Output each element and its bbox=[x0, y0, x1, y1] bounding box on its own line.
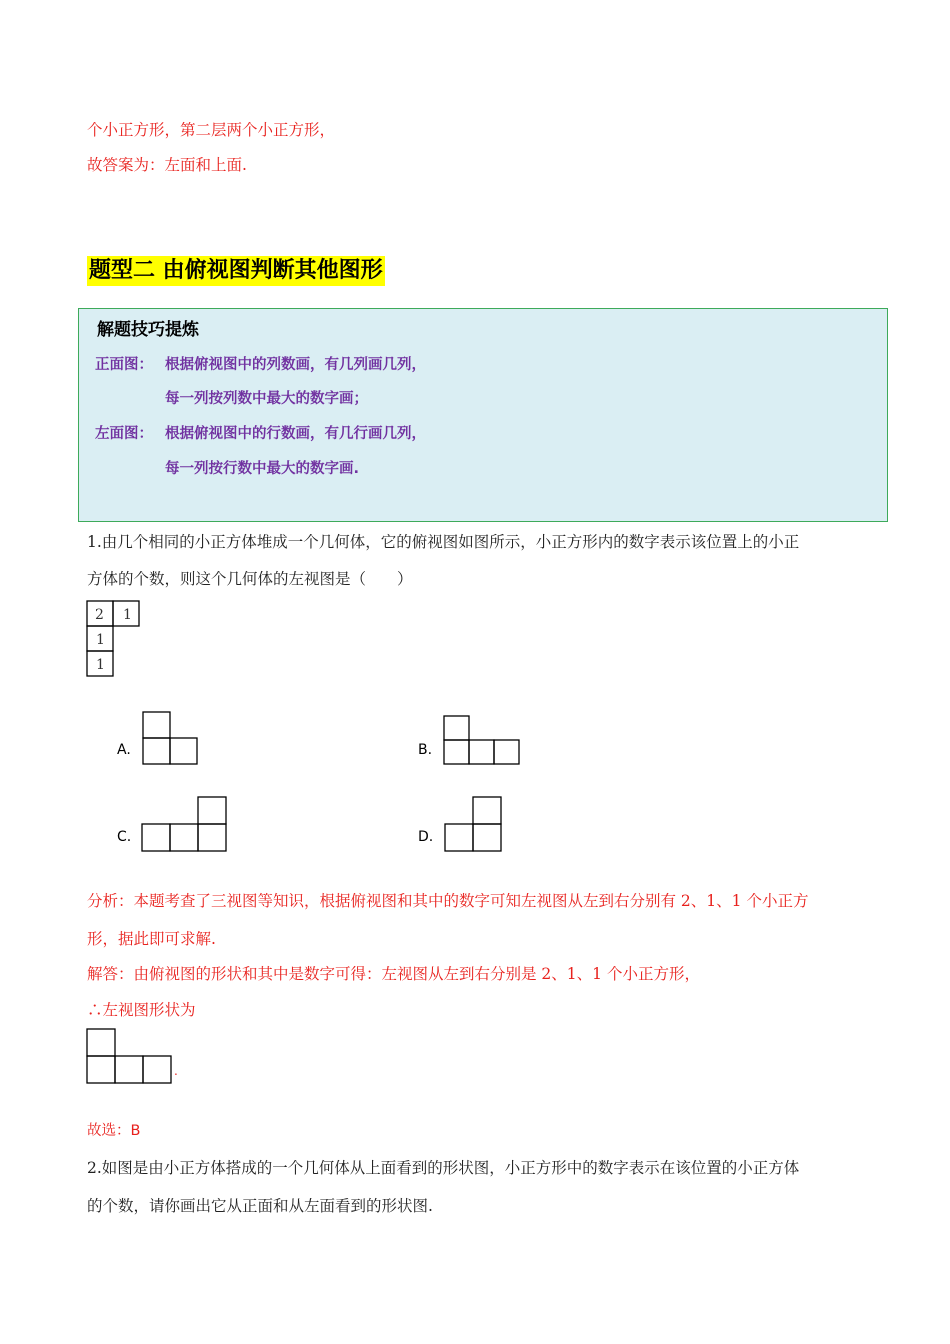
q2-line-1: 2.如图是由小正方体搭成的一个几何体从上面看到的形状图，小正方形中的数字表示在该位置的小正方体 bbox=[87, 1159, 800, 1177]
prev-answer-line-2: 故答案为：左面和上面. bbox=[87, 156, 247, 174]
tip-front-line-1: 根据俯视图中的列数画，有几列画几列， bbox=[165, 357, 426, 373]
therefore-line: ∴左视图形状为 bbox=[87, 1001, 196, 1019]
option-b-figure bbox=[444, 716, 522, 768]
option-c-figure bbox=[142, 797, 230, 855]
answer-line: 解答：由俯视图的形状和其中是数字可得：左视图从左到右分别是 2、1、1 个小正方形， bbox=[87, 965, 700, 983]
tip-left-label: 左面图： bbox=[95, 426, 153, 442]
analysis-line-2: 形，据此即可求解. bbox=[87, 930, 216, 948]
tip-left-line-1: 根据俯视图中的行数画，有几行画几列， bbox=[165, 426, 426, 442]
grid-number-r1c2: 1 bbox=[123, 607, 132, 623]
option-d-label: D. bbox=[418, 829, 434, 845]
q1-line-1: 1.由几个相同的小正方体堆成一个几何体，它的俯视图如图所示，小正方形内的数字表示该位置上的小正 bbox=[87, 533, 800, 551]
option-d-figure bbox=[445, 797, 505, 855]
answer-choice: 故选：B bbox=[87, 1123, 141, 1139]
option-a-figure bbox=[143, 712, 201, 767]
tip-front-label: 正面图： bbox=[95, 357, 153, 373]
q1-top-view-grid bbox=[87, 601, 142, 679]
tip-left-line-2: 每一列按行数中最大的数字画. bbox=[165, 461, 360, 477]
q2-line-2: 的个数，请你画出它从正面和从左面看到的形状图. bbox=[87, 1197, 433, 1215]
prev-answer-line-1: 个小正方形，第二层两个小正方形， bbox=[87, 121, 336, 139]
figure-period: . bbox=[174, 1064, 178, 1078]
option-c-label: C. bbox=[117, 829, 132, 845]
grid-number-r1c1: 2 bbox=[95, 607, 104, 623]
tip-front-line-2: 每一列按列数中最大的数字画； bbox=[165, 391, 368, 407]
tips-title: 解题技巧提炼 bbox=[97, 320, 199, 340]
option-b-label: B. bbox=[418, 742, 433, 758]
analysis-line-1: 分析：本题考查了三视图等知识，根据俯视图和其中的数字可知左视图从左到右分别有 2、1、1 个小正方 bbox=[87, 892, 809, 910]
q1-line-2: 方体的个数，则这个几何体的左视图是（ ） bbox=[87, 570, 413, 588]
tips-box bbox=[78, 308, 888, 522]
answer-left-view-figure bbox=[87, 1029, 179, 1087]
section-heading: 题型二 由俯视图判断其他图形 bbox=[87, 256, 385, 286]
grid-number-r3c1: 1 bbox=[96, 657, 105, 673]
grid-number-r2c1: 1 bbox=[96, 632, 105, 648]
option-a-label: A. bbox=[117, 742, 131, 758]
